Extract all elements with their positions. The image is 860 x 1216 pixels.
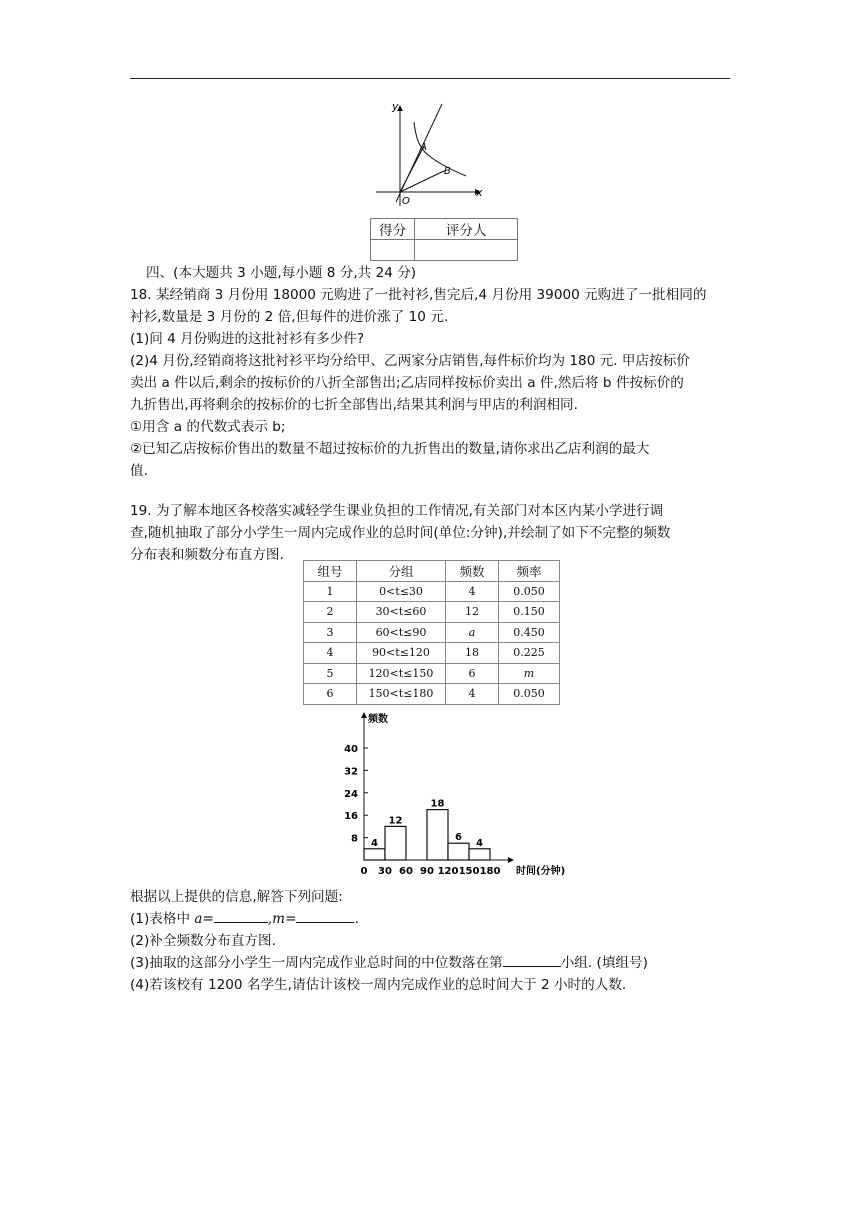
answer-blank-group[interactable] — [503, 952, 561, 967]
x-tick-label: 180 — [479, 866, 501, 877]
bar-value-label: 6 — [455, 832, 462, 844]
bar-value-label: 4 — [476, 837, 483, 849]
q18-line2: 衬衫,数量是 3 月份的 2 倍,但每件的进价涨了 10 元. — [130, 309, 449, 325]
section-header: 四、(本大题共 3 小题,每小题 8 分,共 24 分) — [146, 265, 417, 281]
q18-line3: (1)问 4 月份购进的这批衬衫有多少件? — [130, 331, 365, 347]
x-tick-label: 30 — [378, 866, 392, 877]
table-cell: 5 — [304, 663, 357, 684]
table-cell: 6 — [446, 663, 499, 684]
grade-score-cell — [371, 240, 415, 261]
table-cell: 2 — [304, 602, 357, 623]
answer-q4: (4)若该校有 1200 名学生,请估计该校一周内完成作业的总时间大于 2 小时的人数. — [130, 977, 627, 993]
table-row — [304, 684, 560, 705]
x-axis-label: x — [476, 186, 483, 199]
histogram-bar — [469, 849, 490, 860]
table-cell: 150<t≤180 — [357, 684, 446, 705]
answer-q1-m-label: ,m= — [267, 911, 297, 927]
y-axis-title: 频数 — [368, 714, 388, 725]
table-header-cell: 分组 — [357, 561, 446, 582]
table-header-cell: 频率 — [499, 561, 560, 582]
answer-q1-a-label: a= — [194, 911, 214, 927]
histogram-bar — [385, 826, 406, 860]
x-axis-arrow — [508, 857, 514, 863]
q18-line9: 值. — [130, 463, 148, 479]
grade-grader-cell — [415, 240, 518, 261]
x-tick-label: 0 — [360, 866, 368, 877]
function-graph-figure — [370, 98, 490, 210]
table-header-row — [304, 561, 560, 582]
origin-label: O — [402, 196, 410, 207]
q19-line1: 19. 为了解本地区各校落实减轻学生课业负担的工作情况,有关部门对本区内某小学进行调 — [130, 503, 664, 519]
answer-q3 — [130, 952, 648, 974]
q18-line1: 18. 某经销商 3 月份用 18000 元购进了一批衬衫,售完后,4 月份用 39000 元购进了一批相同的 — [130, 287, 707, 303]
table-cell: a — [446, 622, 499, 643]
answer-q1-prefix: (1)表格中 — [130, 911, 195, 927]
y-axis-arrow — [361, 712, 367, 718]
bar-value-label: 12 — [388, 815, 403, 827]
table-cell: m — [499, 663, 560, 684]
table-cell: 6 — [304, 684, 357, 705]
y-tick-label: 32 — [344, 766, 358, 778]
table-cell: 60<t≤90 — [357, 622, 446, 643]
answers-intro: 根据以上提供的信息,解答下列问题: — [130, 889, 343, 905]
x-tick-label: 120 — [437, 866, 459, 877]
q18-line4: (2)4 月份,经销商将这批衬衫平均分给甲、乙两家分店销售,每件标价均为 180 元. 甲店按标价 — [130, 353, 690, 369]
table-cell: 3 — [304, 622, 357, 643]
y-axis-label: y — [392, 100, 399, 113]
q18-line8: ②已知乙店按标价售出的数量不超过按标价的九折售出的数量,请你求出乙店利润的最大 — [130, 441, 650, 457]
answer-q1-end: . — [354, 911, 359, 927]
point-a-label: A — [420, 142, 427, 153]
table-cell: 1 — [304, 581, 357, 602]
table-cell: 0.050 — [499, 684, 560, 705]
table-cell: 4 — [446, 581, 499, 602]
histogram-bar — [364, 849, 385, 860]
grade-score-header: 得分 — [371, 219, 415, 240]
table-cell: 0.450 — [499, 622, 560, 643]
table-header-cell: 组号 — [304, 561, 357, 582]
x-tick-label: 60 — [399, 866, 413, 877]
table-cell: 4 — [304, 643, 357, 664]
table-header-cell: 频数 — [446, 561, 499, 582]
table-cell: 30<t≤60 — [357, 602, 446, 623]
segment-ob — [400, 170, 446, 192]
x-axis-title: 时间(分钟) — [516, 866, 566, 877]
table-row — [304, 622, 560, 643]
x-tick-label: 150 — [458, 866, 480, 877]
q19-line3: 分布表和频数分布直方图. — [130, 547, 284, 563]
table-cell: 120<t≤150 — [357, 663, 446, 684]
table-row — [304, 663, 560, 684]
table-row — [304, 581, 560, 602]
table-cell: 0.150 — [499, 602, 560, 623]
x-tick-label: 90 — [420, 866, 434, 877]
table-cell: 0.050 — [499, 581, 560, 602]
table-cell: 0<t≤30 — [357, 581, 446, 602]
answer-q2: (2)补全频数分布直方图. — [130, 933, 276, 949]
table-cell: 4 — [446, 684, 499, 705]
frequency-table — [303, 560, 560, 705]
y-tick-label: 24 — [344, 788, 358, 800]
grade-grader-header: 评分人 — [415, 219, 518, 240]
table-cell: 18 — [446, 643, 499, 664]
answer-blank-m[interactable] — [296, 908, 354, 923]
answer-blank-a[interactable] — [214, 908, 268, 923]
bar-value-label: 4 — [371, 837, 378, 849]
table-cell: 0.225 — [499, 643, 560, 664]
q19-line2: 查,随机抽取了部分小学生一周内完成作业的总时间(单位:分钟),并绘制了如下不完整的频数 — [130, 525, 671, 541]
y-tick-label: 40 — [344, 744, 358, 755]
histogram-bar — [448, 843, 469, 860]
bar-value-label: 18 — [430, 798, 445, 810]
answer-q3-suffix: 小组. (填组号) — [560, 955, 648, 971]
histogram-bar — [427, 810, 448, 860]
answer-q1 — [130, 908, 359, 930]
answer-q3-prefix: (3)抽取的这部分小学生一周内完成作业总时间的中位数落在第 — [130, 955, 503, 971]
table-row — [304, 643, 560, 664]
table-row — [304, 602, 560, 623]
table-cell: 90<t≤120 — [357, 643, 446, 664]
header-rule — [130, 78, 730, 79]
q18-line5: 卖出 a 件以后,剩余的按标价的八折全部售出;乙店同样按标价卖出 a 件,然后将 b 件按标价的 — [130, 375, 684, 391]
y-tick-label: 8 — [351, 833, 358, 845]
y-tick-label: 16 — [344, 811, 358, 823]
point-b-label: B — [444, 166, 451, 177]
q18-line6: 九折售出,再将剩余的按标价的七折全部售出,结果其利润与甲店的利润相同. — [130, 397, 578, 413]
frequency-histogram — [340, 710, 580, 880]
table-cell: 12 — [446, 602, 499, 623]
q18-line7: ①用含 a 的代数式表示 b; — [130, 419, 286, 435]
grade-box — [370, 218, 518, 261]
